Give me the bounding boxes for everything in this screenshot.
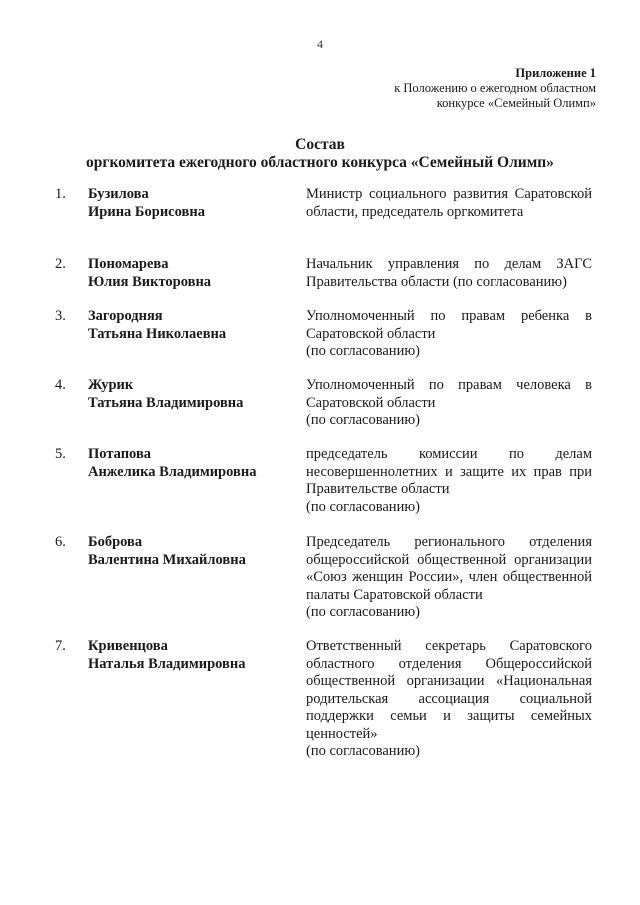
member-name [88, 377, 288, 412]
document-heading [0, 136, 640, 172]
member-role-text: Ответственный секретарь Саратовского областного отделения Общероссийской общественной организации «Национальная родительская ассоциация социальной поддержки семьи и защиты семейных ценностей» [306, 638, 592, 742]
member-role [306, 256, 592, 291]
member-name [88, 308, 288, 343]
member-given-name: Наталья Владимировна [88, 655, 246, 672]
member-surname: Загородняя [88, 308, 163, 324]
member-role-note: (по согласованию) [306, 343, 420, 359]
member-number: 7. [55, 638, 66, 654]
member-surname: Бузилова [88, 186, 149, 202]
member-role [306, 308, 592, 361]
appendix-line-1: к Положению о ежегодном областном [394, 81, 596, 95]
member-role-text: Председатель регионального отделения общероссийской общественной организации «Союз женщин России», член общественной палаты Саратовской области [306, 534, 592, 603]
page-number: 4 [317, 37, 323, 51]
member-given-name: Татьяна Владимировна [88, 394, 244, 411]
member-number: 2. [55, 256, 66, 272]
member-surname: Боброва [88, 534, 143, 550]
member-role [306, 534, 592, 622]
member-role [306, 446, 592, 516]
member-surname: Кривенцова [88, 638, 168, 654]
member-name [88, 256, 288, 291]
member-surname: Потапова [88, 446, 152, 462]
member-number: 6. [55, 534, 66, 550]
member-given-name: Юлия Викторовна [88, 273, 212, 290]
member-role-text: Начальник управления по делам ЗАГС Правительства области (по согласованию) [306, 256, 592, 290]
member-role-note: (по согласованию) [306, 743, 420, 759]
appendix-block [394, 66, 596, 111]
member-role-note: (по согласованию) [306, 412, 420, 428]
member-name [88, 638, 288, 673]
member-role [306, 638, 592, 761]
appendix-line-2: конкурсе «Семейный Олимп» [436, 96, 596, 110]
member-number: 4. [55, 377, 66, 393]
heading-line-2: оргкомитета ежегодного областного конкурса «Семейный Олимп» [86, 154, 554, 171]
member-role-text: Министр социального развития Саратовской области, председатель оргкомитета [306, 186, 592, 220]
member-role-text: Уполномоченный по правам ребенка в Саратовской области [306, 308, 592, 342]
member-number: 3. [55, 308, 66, 324]
member-given-name: Валентина Михайловна [88, 551, 246, 568]
heading-line-1: Состав [295, 136, 345, 153]
member-role-text: председатель комиссии по делам несовершеннолетних и защите их прав при Правительстве области [306, 446, 592, 497]
member-number: 5. [55, 446, 66, 462]
member-role [306, 186, 592, 221]
member-role-note: (по согласованию) [306, 498, 420, 515]
member-name [88, 534, 288, 569]
appendix-title: Приложение 1 [515, 66, 596, 80]
member-surname: Журик [88, 377, 134, 393]
member-role [306, 377, 592, 430]
member-number: 1. [55, 186, 66, 202]
member-name [88, 446, 288, 481]
member-surname: Пономарева [88, 256, 169, 272]
member-given-name: Татьяна Николаевна [88, 325, 227, 342]
member-role-note: (по согласованию) [306, 604, 420, 620]
member-name [88, 186, 288, 221]
member-role-text: Уполномоченный по правам человека в Саратовской области [306, 377, 592, 411]
member-given-name: Анжелика Владимировна [88, 463, 257, 480]
member-given-name: Ирина Борисовна [88, 203, 205, 220]
